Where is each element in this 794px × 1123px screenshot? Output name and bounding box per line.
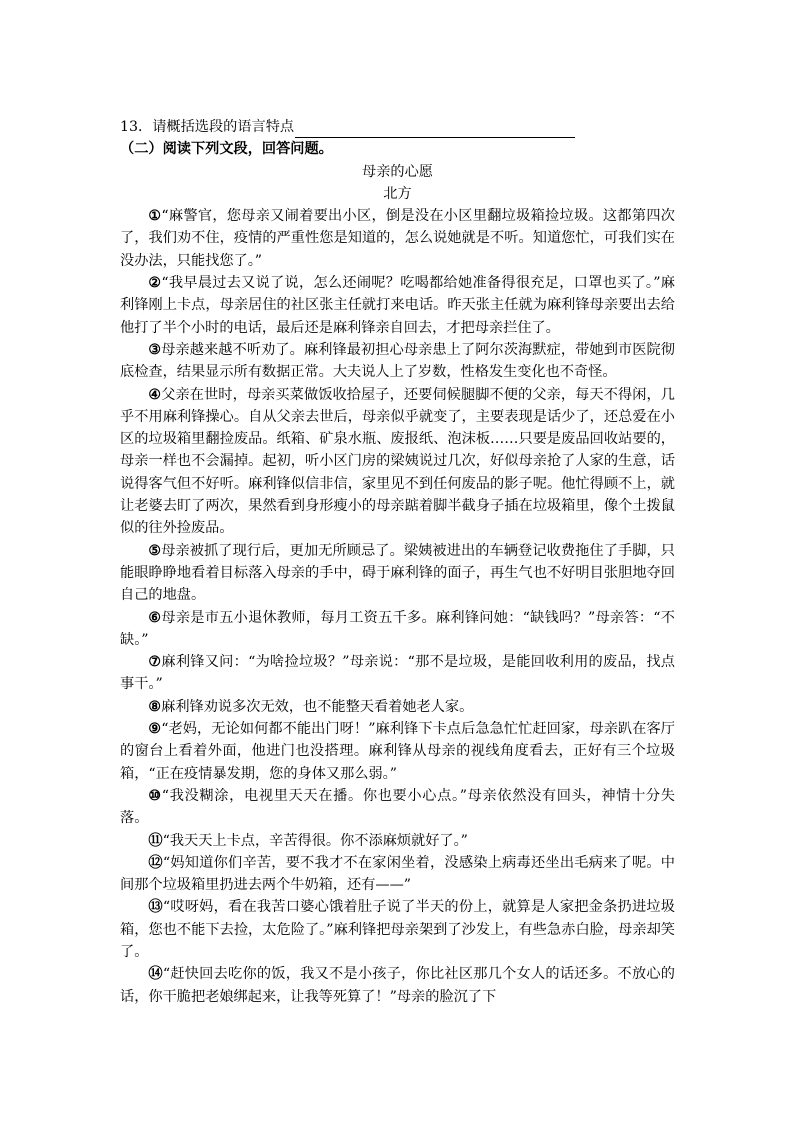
story-author: 北方 <box>383 185 412 202</box>
answer-blank-line[interactable] <box>295 120 575 138</box>
paragraph-text: “老妈，无论如何都不能出门呀！”麻利锋下卡点后急急忙忙赶回家，母亲趴在客厅的窗台上看着外面，他进门也没搭理。麻利锋从母亲的视线角度看去，正好有三个垃圾箱，“正在疫情暴发期，您的身体又那么弱。” <box>120 721 675 782</box>
question-13 <box>120 116 675 138</box>
paragraph-number: ⑪ <box>148 832 163 849</box>
story-body <box>120 205 675 1008</box>
paragraph-number: ⑩ <box>148 787 162 804</box>
paragraph-number: ⑦ <box>148 654 162 671</box>
paragraph-text: 母亲越来越不听劝了。麻利锋最初担心母亲患上了阿尔茨海默症，带她到市医院彻底检查，结果显示所有数据正常。大夫说人上了岁数，性格发生变化也不奇怪。 <box>120 341 675 381</box>
paragraph-text: “我天天上卡点，辛苦得很。你不添麻烦就好了。” <box>162 832 468 849</box>
story-paragraph <box>120 607 675 652</box>
paragraph-number: ③ <box>148 341 162 358</box>
paragraph-number: ④ <box>148 386 162 403</box>
paragraph-text: “我早晨过去又说了说，怎么还闹呢？吃喝都给她准备得很充足，口罩也买了。”麻利锋刚上卡点，母亲居住的社区张主任就打来电话。昨天张主任就为麻利锋母亲要出去给他打了半个小时的电话，最后还是麻利锋亲自回去，才把母亲拦住了。 <box>120 275 675 336</box>
paragraph-text: “妈知道你们辛苦，要不我才不在家闲坐着，没感染上病毒还坐出毛病来了呢。中间那个垃圾箱里扔进去两个牛奶箱，还有——” <box>120 854 675 894</box>
paragraph-text: “赶快回去吃你的饭，我又不是小孩子，你比社区那几个女人的话还多。不放心的话，你干脆把老娘绑起来，让我等死算了！”母亲的脸沉了下 <box>120 966 675 1005</box>
story-title: 母亲的心愿 <box>362 163 433 180</box>
story-paragraph <box>120 896 675 963</box>
story-paragraph <box>120 718 675 785</box>
section-heading: （二）阅读下列文段，回答问题。 <box>120 141 333 158</box>
paragraph-number: ① <box>148 208 162 225</box>
paragraph-number: ⑧ <box>148 698 162 715</box>
story-paragraph <box>120 339 675 384</box>
paragraph-number: ⑤ <box>148 542 162 559</box>
story-paragraph <box>120 963 675 1008</box>
paragraph-number: ② <box>148 275 162 292</box>
paragraph-number: ⑫ <box>148 854 163 871</box>
paragraph-number: ⑥ <box>148 609 162 626</box>
paragraph-text: 麻利锋又问：“为啥捡垃圾？”母亲说：“那不是垃圾，是能回收利用的废品，找点事干。” <box>120 654 675 693</box>
story-paragraph <box>120 384 675 540</box>
story-paragraph <box>120 830 675 852</box>
story-paragraph <box>120 696 675 718</box>
story-paragraph <box>120 205 675 272</box>
paragraph-text: 母亲被抓了现行后，更加无所顾忌了。梁姨被进出的车辆登记收费拖住了手脚，只能眼睁睁地看着目标落入母亲的手中，碍于麻利锋的面子，再生气也不好明目张胆地夺回自己的地盘。 <box>120 542 675 604</box>
story-paragraph <box>120 272 675 339</box>
story-paragraph <box>120 540 675 607</box>
paragraph-text: “我没糊涂，电视里天天在播。你也要小心点。”母亲依然没有回头，神情十分失落。 <box>120 787 675 827</box>
paragraph-text: “哎呀妈，看在我苦口婆心饿着肚子说了半天的份上，就算是人家把金条扔进垃圾箱，您也不能下去捡，太危险了。”麻利锋把母亲架到了沙发上，有些急赤白脸，母亲却笑了。 <box>120 899 675 960</box>
paragraph-number: ⑨ <box>148 721 162 738</box>
paragraph-text: “麻警官，您母亲又闹着要出小区，倒是没在小区里翻垃圾箱捡垃圾。这都第四次了，我们劝不住，疫情的严重性您是知道的，怎么说她就是不听。知道您忙，可我们实在没办法，只能找您了。” <box>120 208 675 269</box>
story-paragraph <box>120 785 675 830</box>
paragraph-text: 父亲在世时，母亲买菜做饭收拾屋子，还要伺候腿脚不便的父亲，每天不得闲，几乎不用麻利锋操心。自从父亲去世后，母亲似乎就变了，主要表现是话少了，还总爱在小区的垃圾箱里翻捡废品。纸箱、矿泉水瓶、废报纸、泡沫板……只要是废品回收站要的，母亲一样也不会漏掉。起初，听小区门房的梁姨说过几次，好似母亲抢了人家的生意，话说得客气但不好听。麻利锋似信非信，家里见不到任何废品的影子呢。他忙得顾不上，就让老婆去盯了两次，果然看到身形瘦小的母亲踮着脚半截身子插在垃圾箱里，像个土拨鼠似的往外捡废品。 <box>120 386 675 537</box>
paragraph-number: ⑬ <box>148 899 163 916</box>
paragraph-text: 麻利锋劝说多次无效，也不能整天看着她老人家。 <box>161 698 474 715</box>
document-page <box>120 116 675 1008</box>
paragraph-number: ⑭ <box>148 966 163 983</box>
question-13-label: 13．请概括选段的语言特点 <box>120 119 295 135</box>
paragraph-text: 母亲是市五小退休教师，每月工资五千多。麻利锋问她：“缺钱吗？”母亲答：“不缺。” <box>120 609 675 648</box>
story-paragraph <box>120 852 675 897</box>
story-paragraph <box>120 651 675 696</box>
